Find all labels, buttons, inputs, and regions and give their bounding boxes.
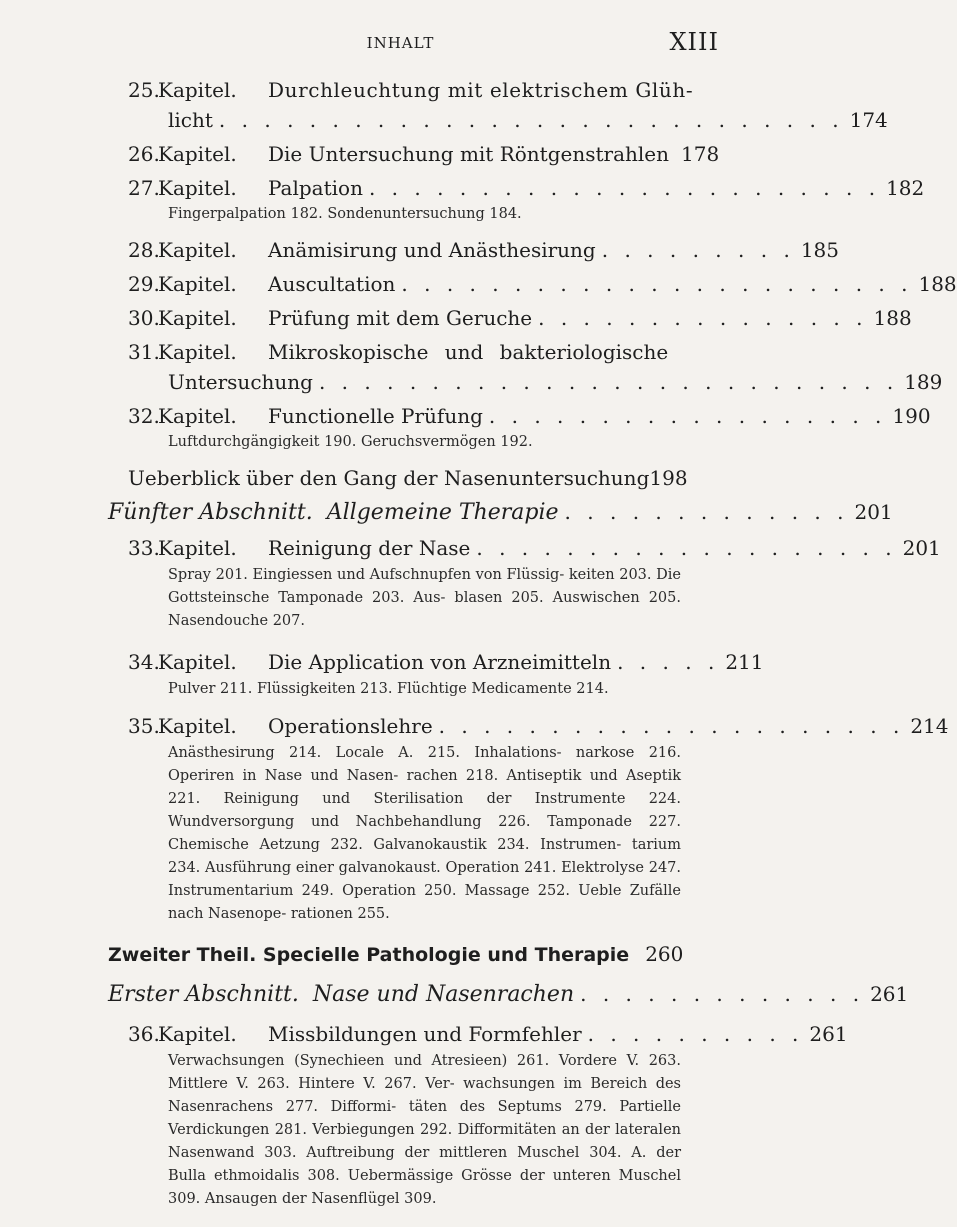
chapter-number: 34.	[128, 650, 160, 674]
page-ref: 211	[725, 650, 764, 674]
chapter-label: Kapitel.	[158, 714, 237, 738]
subtopics: Anästhesirung 214. Locale A. 215. Inhalations- narkose 216. Operiren in Nase und Nasen- rachen 218. Antiseptik und Aseptik 221. Reinigung und Sterilisation der Instrumente 224. Wundversorgung und Nachbehandlung 226. Tamponade 227. Chemische Aetzung 232. Galvanokaustik 234. Instrumen- tarium 234. Ausführung einer galvanokaust. Operation 241. Elektrolyse 247. Instrumentarium 249. Operation 250. Massage 252. Ueble Zufälle nach Nasenope- rationen 255.	[168, 745, 681, 922]
chapter-number: 36.	[128, 1022, 160, 1046]
subtopics: Spray 201. Eingiessen und Aufschnupfen von Flüssig- keiten 203. Die Gottsteinsche Tamponade 203. Aus- blasen 205. Auswischen 205. Nasendouche 207.	[168, 567, 681, 629]
page-ref: 178	[681, 142, 720, 166]
chapter-title: Reinigung der Nase	[268, 536, 471, 560]
chapter-label: Kapitel.	[158, 650, 237, 674]
section-title: Allgemeine Therapie	[326, 500, 559, 525]
chapter-label: Kapitel.	[158, 142, 237, 166]
section-title: Nase und Nasenrachen	[312, 982, 575, 1007]
overview-entry	[128, 466, 688, 490]
chapter-label: Kapitel.	[158, 1022, 237, 1046]
chapter-number: 30.	[128, 306, 160, 330]
toc-entry: 27. Kapitel. Palpation . . . . . . . . . . . . . . . . . . . . . . . 182	[128, 176, 925, 200]
subtopics: Pulver 211. Flüssigkeiten 213. Flüchtige Medicamente 214.	[168, 681, 609, 697]
chapter-title: Anämisirung und Anästhesirung	[268, 238, 596, 262]
page-ref: 174	[849, 108, 888, 132]
chapter-number: 28.	[128, 238, 160, 262]
page-ref: 201	[854, 500, 893, 524]
chapter-label: Kapitel.	[158, 78, 237, 102]
chapter-title: Palpation	[268, 176, 363, 200]
toc-entry: 35. Kapitel. Operationslehre . . . . . . . . . . . . . . . . . . . . . 214	[128, 714, 949, 738]
chapter-number: 25.	[128, 78, 160, 102]
toc-entry: 33. Kapitel. Reinigung der Nase . . . . . . . . . . . . . . . . . . . 201	[128, 536, 941, 560]
toc-entry	[128, 78, 694, 102]
chapter-label: Kapitel.	[158, 340, 237, 364]
chapter-title: Operationslehre	[268, 714, 433, 738]
chapter-label: Kapitel.	[158, 238, 237, 262]
chapter-title: Functionelle Prüfung	[268, 404, 483, 428]
page-ref: 188	[918, 272, 957, 296]
toc-entry: 28. Kapitel. Anämisirung und Anästhesirung . . . . . . . . . 185	[128, 238, 839, 262]
page-ref: 261	[809, 1022, 848, 1046]
chapter-title: Missbildungen und Formfehler	[268, 1022, 582, 1046]
subtopics: Fingerpalpation 182. Sondenuntersuchung 184.	[168, 206, 522, 222]
toc-entry: 29. Kapitel. Auscultation . . . . . . . . . . . . . . . . . . . . . . . 188	[128, 272, 957, 296]
chapter-label: Kapitel.	[158, 536, 237, 560]
subtopics: Verwachsungen (Synechieen und Atresieen) 261. Vordere V. 263. Mittlere V. 263. Hintere V. 267. Ver- wachsungen im Bereich des Nasenrachens 277. Difformi- täten des Septums 279. Partielle Verdickungen 281. Verbiegungen 292. Difformitäten an der lateralen Nasenwand 303. Auftreibung der mittleren Muschel 304. A. der Bulla ethmoidalis 308. Uebermässige Grösse der unteren Muschel 309. Ansaugen der Nasenflügel 309.	[168, 1053, 681, 1207]
page-ref: 261	[870, 982, 909, 1006]
page-ref: 182	[886, 176, 925, 200]
page-ref: 214	[910, 714, 949, 738]
section-label: Erster Abschnitt.	[108, 982, 299, 1007]
chapter-title: Mikroskopische und bakteriologische	[268, 340, 669, 364]
chapter-title-continuation: Untersuchung	[168, 370, 313, 394]
chapter-label: Kapitel.	[158, 306, 237, 330]
overview-title: Ueberblick über den Gang der Nasenuntersuchung	[128, 466, 650, 490]
section-label: Fünfter Abschnitt.	[108, 500, 313, 525]
page-ref: 189	[904, 370, 943, 394]
page-ref: 190	[892, 404, 931, 428]
toc-entry	[128, 340, 681, 364]
toc-entry: 30. Kapitel. Prüfung mit dem Geruche . . . . . . . . . . . . . . . 188	[128, 306, 912, 330]
toc-entry: 32. Kapitel. Functionelle Prüfung . . . . . . . . . . . . . . . . . . 190	[128, 404, 931, 428]
chapter-number: 27.	[128, 176, 160, 200]
page-ref: 198	[649, 466, 688, 490]
toc-entry-continuation: licht . . . . . . . . . . . . . . . . . . . . . . . . . . . . 174	[168, 108, 888, 132]
chapter-number: 29.	[128, 272, 160, 296]
page-ref: 201	[902, 536, 941, 560]
chapter-number: 35.	[128, 714, 160, 738]
section-heading: Erster Abschnitt. Nase und Nasenrachen . . . . . . . . . . . . . 261	[108, 982, 909, 1007]
chapter-number: 26.	[128, 142, 160, 166]
toc-entry: 34. Kapitel. Die Application von Arzneimitteln . . . . . 211	[128, 650, 764, 674]
chapter-title: Auscultation	[268, 272, 396, 296]
chapter-title: Durchleuchtung mit elektrischem Glüh-	[268, 78, 694, 102]
chapter-number: 32.	[128, 404, 160, 428]
toc-entry	[128, 142, 720, 166]
chapter-title: Die Untersuchung mit Röntgenstrahlen	[268, 142, 670, 166]
page-ref: 185	[800, 238, 839, 262]
chapter-number: 33.	[128, 536, 160, 560]
part-title: Zweiter Theil. Specielle Pathologie und Therapie	[108, 944, 630, 966]
subtopics: Luftdurchgängigkeit 190. Geruchsvermögen 192.	[168, 434, 533, 450]
chapter-title: Prüfung mit dem Geruche	[268, 306, 533, 330]
chapter-label: Kapitel.	[158, 176, 237, 200]
chapter-title: Die Application von Arzneimitteln	[268, 650, 612, 674]
section-heading: Fünfter Abschnitt. Allgemeine Therapie . . . . . . . . . . . . . 201	[108, 500, 893, 525]
chapter-title-continuation: licht	[168, 108, 213, 132]
chapter-number: 31.	[128, 340, 160, 364]
page-ref: 188	[873, 306, 912, 330]
chapter-label: Kapitel.	[158, 272, 237, 296]
page-ref: 260	[645, 942, 684, 966]
toc-entry: 36. Kapitel. Missbildungen und Formfehler . . . . . . . . . . 261	[128, 1022, 848, 1046]
chapter-label: Kapitel.	[158, 404, 237, 428]
page-number: XIII	[669, 28, 719, 56]
part-heading	[108, 942, 684, 966]
running-header: INHALT	[366, 34, 435, 52]
toc-entry-continuation: Untersuchung . . . . . . . . . . . . . . . . . . . . . . . . . . 189	[168, 370, 943, 394]
